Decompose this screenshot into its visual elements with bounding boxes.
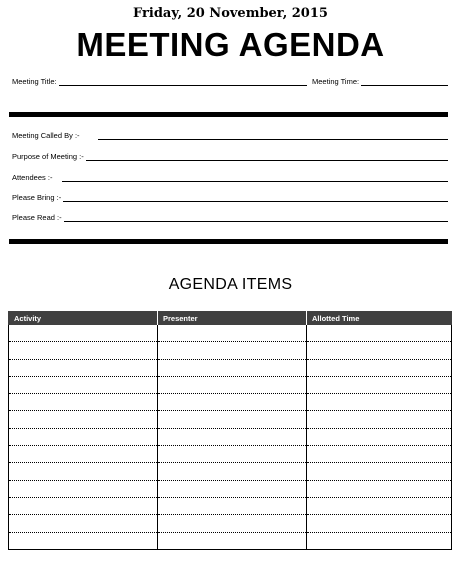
allotted-time-cell[interactable] xyxy=(307,376,452,393)
activity-cell[interactable] xyxy=(9,359,158,376)
table-row xyxy=(9,376,452,393)
presenter-cell[interactable] xyxy=(158,411,307,428)
allotted-time-cell[interactable] xyxy=(307,359,452,376)
called-by-label: Meeting Called By :- xyxy=(12,131,80,140)
called-by-field[interactable] xyxy=(12,130,448,140)
activity-cell[interactable] xyxy=(9,532,158,549)
allotted-time-cell[interactable] xyxy=(307,446,452,463)
table-row xyxy=(9,342,452,359)
presenter-cell[interactable] xyxy=(158,480,307,497)
allotted-time-cell[interactable] xyxy=(307,428,452,445)
table-row xyxy=(9,532,452,549)
meeting-time-field[interactable] xyxy=(312,76,448,86)
allotted-time-cell[interactable] xyxy=(307,497,452,514)
column-header-allotted-time: Allotted Time xyxy=(307,311,452,325)
activity-cell[interactable] xyxy=(9,411,158,428)
activity-cell[interactable] xyxy=(9,463,158,480)
presenter-cell[interactable] xyxy=(158,532,307,549)
table-row xyxy=(9,480,452,497)
please-read-line[interactable] xyxy=(64,213,448,222)
allotted-time-cell[interactable] xyxy=(307,463,452,480)
allotted-time-cell[interactable] xyxy=(307,394,452,411)
allotted-time-cell[interactable] xyxy=(307,515,452,532)
attendees-field[interactable] xyxy=(12,172,448,182)
agenda-header-row xyxy=(9,311,452,325)
purpose-line[interactable] xyxy=(86,152,448,161)
activity-cell[interactable] xyxy=(9,325,158,342)
presenter-cell[interactable] xyxy=(158,515,307,532)
please-read-label: Please Read :- xyxy=(12,213,62,222)
please-bring-line[interactable] xyxy=(63,193,448,202)
activity-cell[interactable] xyxy=(9,342,158,359)
meeting-time-label: Meeting Time: xyxy=(312,77,360,86)
allotted-time-cell[interactable] xyxy=(307,411,452,428)
presenter-cell[interactable] xyxy=(158,428,307,445)
allotted-time-cell[interactable] xyxy=(307,325,452,342)
purpose-field[interactable] xyxy=(12,151,448,161)
activity-cell[interactable] xyxy=(9,428,158,445)
meeting-title-line[interactable] xyxy=(59,77,307,86)
activity-cell[interactable] xyxy=(9,394,158,411)
purpose-label: Purpose of Meeting :- xyxy=(12,152,84,161)
attendees-label: Attendees :- xyxy=(12,173,53,182)
attendees-line[interactable] xyxy=(62,173,448,182)
table-row xyxy=(9,446,452,463)
meeting-time-line[interactable] xyxy=(361,77,448,86)
presenter-cell[interactable] xyxy=(158,446,307,463)
presenter-cell[interactable] xyxy=(158,394,307,411)
table-row xyxy=(9,359,452,376)
please-read-field[interactable] xyxy=(12,212,448,222)
allotted-time-cell[interactable] xyxy=(307,480,452,497)
presenter-cell[interactable] xyxy=(158,463,307,480)
activity-cell[interactable] xyxy=(9,480,158,497)
please-bring-label: Please Bring :- xyxy=(12,193,62,202)
called-by-line[interactable] xyxy=(98,131,448,140)
table-row xyxy=(9,497,452,514)
allotted-time-cell[interactable] xyxy=(307,342,452,359)
activity-cell[interactable] xyxy=(9,446,158,463)
table-row xyxy=(9,325,452,342)
document-title: MEETING AGENDA xyxy=(76,26,385,63)
agenda-table xyxy=(8,311,452,550)
column-header-presenter: Presenter xyxy=(158,311,307,325)
meeting-title-label: Meeting Title: xyxy=(12,77,57,86)
table-row xyxy=(9,428,452,445)
table-row xyxy=(9,463,452,480)
presenter-cell[interactable] xyxy=(158,325,307,342)
table-row xyxy=(9,411,452,428)
meeting-title-field[interactable] xyxy=(12,76,307,86)
table-row xyxy=(9,394,452,411)
document-date: Friday, 20 November, 2015 xyxy=(133,6,328,21)
agenda-section-title: AGENDA ITEMS xyxy=(168,276,293,293)
column-header-activity: Activity xyxy=(9,311,158,325)
activity-cell[interactable] xyxy=(9,376,158,393)
presenter-cell[interactable] xyxy=(158,376,307,393)
top-divider xyxy=(9,112,448,117)
activity-cell[interactable] xyxy=(9,497,158,514)
bottom-divider xyxy=(9,239,448,244)
please-bring-field[interactable] xyxy=(12,192,448,202)
presenter-cell[interactable] xyxy=(158,497,307,514)
table-row xyxy=(9,515,452,532)
agenda-table-body xyxy=(9,325,452,549)
allotted-time-cell[interactable] xyxy=(307,532,452,549)
presenter-cell[interactable] xyxy=(158,342,307,359)
activity-cell[interactable] xyxy=(9,515,158,532)
presenter-cell[interactable] xyxy=(158,359,307,376)
